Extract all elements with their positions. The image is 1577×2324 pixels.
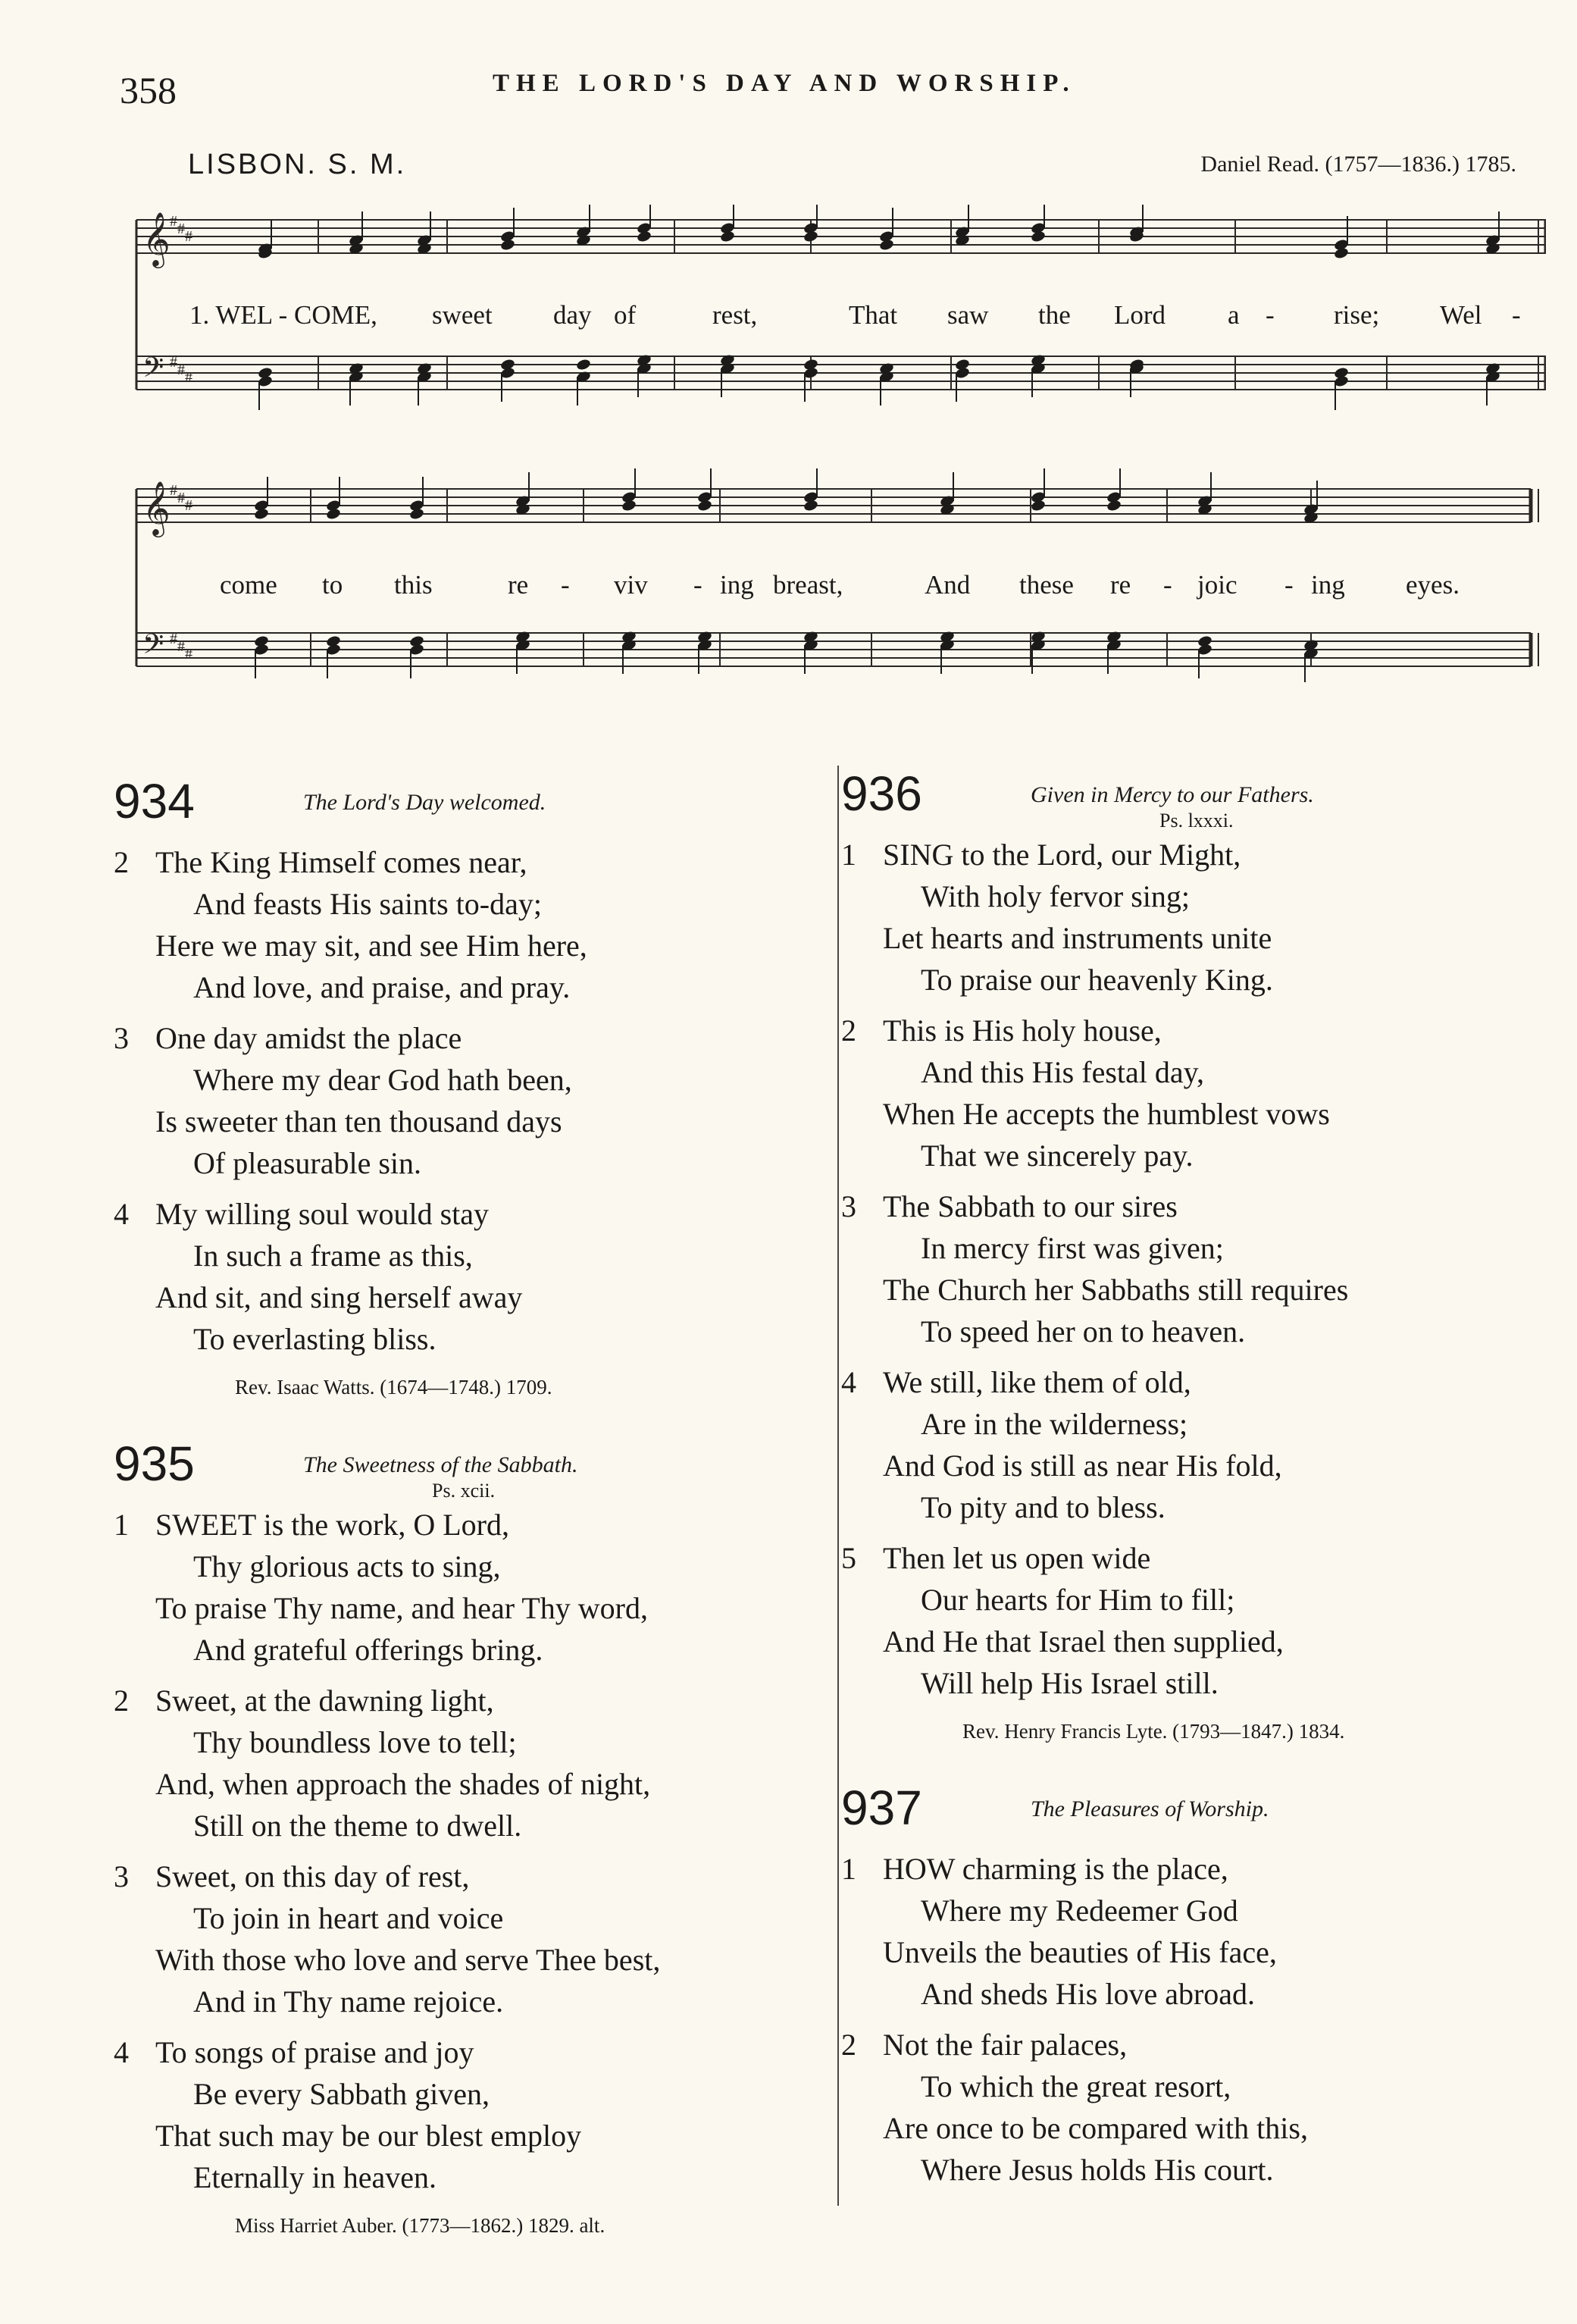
running-head: THE LORD'S DAY AND WORSHIP. <box>493 70 1076 97</box>
stanza <box>841 1537 1546 1704</box>
stanza <box>114 1680 834 1846</box>
verse-line <box>841 1010 1546 1051</box>
column-divider <box>837 766 839 2206</box>
note-head <box>1106 499 1122 512</box>
right-column <box>841 766 1546 2221</box>
verse-line <box>114 1721 834 1763</box>
verse-text: Then let us open wide <box>883 1541 1151 1575</box>
verse-text: And He that Israel then supplied, <box>883 1624 1284 1658</box>
sharp-sign: # <box>177 490 185 506</box>
verse-text: SING to the Lord, our Might, <box>883 838 1241 872</box>
stanza <box>841 1361 1546 1528</box>
verse-text: Where my dear God hath been, <box>193 1063 572 1097</box>
lyric-syllable: And <box>925 570 971 600</box>
hymn-header <box>114 773 834 841</box>
lyric-syllable: Lord <box>1114 300 1166 330</box>
lyric-syllable: - <box>1163 570 1172 600</box>
verse-text: To which the great resort, <box>921 2069 1231 2103</box>
verse-text: To praise our heavenly King. <box>921 963 1273 997</box>
verse-line <box>114 1680 834 1721</box>
verse-text: Sweet, on this day of rest, <box>155 1859 470 1893</box>
hymn-title: The Lord's Day welcomed. <box>303 790 546 815</box>
sharp-sign: # <box>185 369 192 386</box>
lyric-syllable: rest, <box>712 300 758 330</box>
verse-line <box>841 1848 1546 1890</box>
left-column <box>114 773 834 2274</box>
hymn-title: Given in Mercy to our Fathers. <box>1031 782 1314 807</box>
verse-line <box>114 1629 834 1671</box>
hymn-number: 935 <box>114 1436 195 1491</box>
verse-text: Eternally in heaven. <box>193 2160 436 2194</box>
verse-line <box>841 2149 1546 2191</box>
verse-line <box>841 1361 1546 1403</box>
verse-text: And feasts His saints to-day; <box>193 887 542 921</box>
verse-line <box>841 1269 1546 1311</box>
verse-text: HOW charming is the place, <box>883 1852 1228 1886</box>
verse-line <box>841 1621 1546 1662</box>
stanza <box>841 1848 1546 2015</box>
verse-line <box>114 1856 834 1897</box>
verse-text: SWEET is the work, O Lord, <box>155 1508 509 1542</box>
stanza-number: 2 <box>114 845 129 879</box>
lyric-syllable: to <box>322 570 343 600</box>
verse-text: And grateful offerings bring. <box>193 1633 543 1667</box>
bass-clef: 𝄢 <box>142 352 164 390</box>
verse-text: We still, like them of old, <box>883 1365 1191 1399</box>
verse-text: Not the fair palaces, <box>883 2028 1128 2062</box>
verse-text: To join in heart and voice <box>193 1901 504 1935</box>
verse-line <box>841 1093 1546 1135</box>
verse-text: Let hearts and instruments unite <box>883 921 1272 955</box>
verse-line <box>114 1142 834 1184</box>
verse-text: And this His festal day, <box>921 1055 1205 1089</box>
hymn-title: The Pleasures of Worship. <box>1031 1796 1269 1821</box>
verse-text: To speed her on to heaven. <box>921 1314 1246 1348</box>
verse-text: And, when approach the shades of night, <box>155 1767 651 1801</box>
verse-line <box>114 2073 834 2115</box>
note-head <box>1030 230 1046 243</box>
note-head <box>499 238 515 251</box>
stanza-number: 1 <box>841 838 856 872</box>
verse-line <box>114 1017 834 1059</box>
note-head <box>636 230 652 243</box>
verse-line <box>841 2066 1546 2107</box>
verse-line <box>114 1546 834 1587</box>
verse-line <box>114 2156 834 2198</box>
verse-text: Thy boundless love to tell; <box>193 1725 517 1759</box>
note-head <box>878 238 894 251</box>
verse-text: Be every Sabbath given, <box>193 2077 490 2111</box>
verse-text: To pity and to bless. <box>921 1490 1166 1524</box>
lyric-syllable: viv <box>614 570 648 600</box>
verse-line <box>114 1897 834 1939</box>
hymn-attribution: Rev. Henry Francis Lyte. (1793—1847.) 1834. <box>962 1720 1345 1743</box>
lyric-syllable: ing <box>720 570 754 600</box>
stanza <box>841 1010 1546 1176</box>
verse-line <box>841 917 1546 959</box>
lyric-syllable: - <box>693 570 702 600</box>
verse-line <box>841 1486 1546 1528</box>
note-head <box>803 499 818 512</box>
tune-composer: Daniel Read. (1757—1836.) 1785. <box>1200 152 1516 177</box>
verse-line <box>841 1973 1546 2015</box>
hymn-937 <box>841 1780 1546 2191</box>
verse-text: To songs of praise and joy <box>155 2035 474 2069</box>
verse-line <box>114 1318 834 1360</box>
hymn-header <box>114 1436 834 1504</box>
stanza <box>114 841 834 1008</box>
verse-line <box>114 1101 834 1142</box>
lyric-syllable: Wel <box>1440 300 1482 330</box>
verse-text: And God is still as near His fold, <box>883 1449 1282 1483</box>
sharp-sign: # <box>170 354 177 371</box>
lyric-syllable: re <box>1110 570 1131 600</box>
lyric-syllable: That <box>849 300 898 330</box>
hymn-number: 934 <box>114 774 195 828</box>
hymn-number: 936 <box>841 766 922 821</box>
note-head <box>253 507 269 520</box>
verse-text: In mercy first was given; <box>921 1231 1224 1265</box>
sharp-sign: # <box>185 646 192 662</box>
hymn-936 <box>841 766 1546 1749</box>
verse-text: Of pleasurable sin. <box>193 1146 422 1180</box>
sharp-sign: # <box>185 228 192 245</box>
verse-text: And love, and praise, and pray. <box>193 970 571 1004</box>
verse-text: And sit, and sing herself away <box>155 1280 523 1314</box>
verse-text: With those who love and serve Thee best, <box>155 1943 661 1977</box>
stanza <box>841 834 1546 1001</box>
verse-text: One day amidst the place <box>155 1021 462 1055</box>
verse-line <box>114 1193 834 1235</box>
verse-line <box>841 1185 1546 1227</box>
stanza-number: 4 <box>114 2035 129 2069</box>
verse-line <box>841 1579 1546 1621</box>
lyric-syllable: - <box>1512 300 1521 330</box>
verse-line <box>841 1537 1546 1579</box>
lyric-syllable: this <box>394 570 433 600</box>
stanza-number: 2 <box>841 2028 856 2062</box>
verse-text: That such may be our blest employ <box>155 2119 582 2153</box>
verse-line <box>841 1051 1546 1093</box>
verse-line <box>114 1059 834 1101</box>
verse-text: Unveils the beauties of His face, <box>883 1935 1277 1969</box>
verse-text: Is sweeter than ten thousand days <box>155 1104 562 1139</box>
stanza <box>114 2031 834 2198</box>
lyric-syllable: these <box>1019 570 1074 600</box>
stanza-number: 1 <box>841 1852 856 1886</box>
stanza-number: 3 <box>841 1189 856 1223</box>
bass-clef: 𝄢 <box>142 628 164 667</box>
stanza <box>841 2024 1546 2191</box>
verse-line <box>114 883 834 925</box>
verse-line <box>841 2107 1546 2149</box>
verse-line <box>114 2031 834 2073</box>
verse-text: Will help His Israel still. <box>921 1666 1219 1700</box>
verse-line <box>841 1227 1546 1269</box>
note-head <box>325 507 341 520</box>
sharp-sign: # <box>177 221 185 237</box>
note-head <box>696 499 712 512</box>
lyric-syllable: come <box>220 570 277 600</box>
verse-line <box>841 1890 1546 1931</box>
sharp-sign: # <box>170 482 177 499</box>
verse-text: This is His holy house, <box>883 1013 1162 1048</box>
verse-line <box>841 1403 1546 1445</box>
verse-line <box>114 2115 834 2156</box>
stanza <box>841 1185 1546 1352</box>
sharp-sign: # <box>177 638 185 655</box>
note-head <box>803 230 818 243</box>
stanza <box>114 1504 834 1671</box>
hymn-935 <box>114 1436 834 2244</box>
lyric-syllable: sweet <box>432 300 493 330</box>
verse-line <box>841 1311 1546 1352</box>
verse-line <box>841 875 1546 917</box>
stanza-number: 2 <box>841 1013 856 1048</box>
verse-line <box>114 1981 834 2022</box>
lyric-syllable: 1. WEL - COME, <box>189 300 377 330</box>
verse-line <box>114 1504 834 1546</box>
verse-line <box>841 1662 1546 1704</box>
lyric-syllable: - <box>561 570 570 600</box>
note-head <box>719 230 735 243</box>
lyric-syllable: day <box>553 300 592 330</box>
verse-text: To everlasting bliss. <box>193 1322 436 1356</box>
lyric-syllable: saw <box>947 300 989 330</box>
hymn-header <box>841 1780 1546 1848</box>
note-head <box>621 499 637 512</box>
verse-text: Are in the wilderness; <box>921 1407 1188 1441</box>
verse-text: The Sabbath to our sires <box>883 1189 1178 1223</box>
verse-line <box>841 1445 1546 1486</box>
hymn-attribution: Miss Harriet Auber. (1773—1862.) 1829. alt. <box>235 2214 605 2237</box>
verse-text: And in Thy name rejoice. <box>193 1984 504 2019</box>
verse-text: My willing soul would stay <box>155 1197 490 1231</box>
verse-text: To praise Thy name, and hear Thy word, <box>155 1591 648 1625</box>
lyric-syllable: of <box>614 300 637 330</box>
verse-text: Where my Redeemer God <box>921 1893 1238 1928</box>
stanza-number: 4 <box>114 1197 129 1231</box>
verse-line <box>114 1805 834 1846</box>
lyric-syllable: eyes. <box>1406 570 1460 600</box>
lyric-syllable: a <box>1228 300 1240 330</box>
verse-line <box>114 1939 834 1981</box>
page-number: 358 <box>120 69 177 111</box>
stanza-number: 5 <box>841 1541 856 1575</box>
sharp-sign: # <box>170 631 177 647</box>
verse-line <box>114 1587 834 1629</box>
verse-text: The King Himself comes near, <box>155 845 527 879</box>
verse-text: Sweet, at the dawning light, <box>155 1683 494 1718</box>
verse-line <box>114 1763 834 1805</box>
hymn-title: The Sweetness of the Sabbath. <box>303 1452 578 1477</box>
verse-text: That we sincerely pay. <box>921 1139 1194 1173</box>
hymn-number: 937 <box>841 1781 922 1835</box>
lyric-syllable: - <box>1266 300 1275 330</box>
lyric-syllable: - <box>1284 570 1294 600</box>
verse-line <box>841 1931 1546 1973</box>
verse-text: And sheds His love abroad. <box>921 1977 1256 2011</box>
verse-line <box>114 966 834 1008</box>
stanza <box>114 1017 834 1184</box>
stanza <box>114 1193 834 1360</box>
stanza-number: 1 <box>114 1508 129 1542</box>
verse-text: Where Jesus holds His court. <box>921 2153 1274 2187</box>
lyric-syllable: breast, <box>773 570 843 600</box>
verse-text: Still on the theme to dwell. <box>193 1809 522 1843</box>
hymn-934 <box>114 773 834 1405</box>
verse-line <box>841 834 1546 875</box>
stanza-number: 2 <box>114 1683 129 1718</box>
verse-text: Here we may sit, and see Him here, <box>155 929 587 963</box>
verse-line <box>114 925 834 966</box>
lyric-syllable: rise; <box>1334 300 1380 330</box>
psalm-reference: Ps. lxxxi. <box>1159 810 1234 832</box>
verse-text: In such a frame as this, <box>193 1239 473 1273</box>
note-head <box>408 507 424 520</box>
verse-text: Are once to be compared with this, <box>883 2111 1308 2145</box>
sharp-sign: # <box>170 213 177 230</box>
note-head <box>575 358 591 371</box>
tune-name: LISBON. S. M. <box>188 149 407 180</box>
sharp-sign: # <box>177 362 185 378</box>
verse-text: The Church her Sabbaths still requires <box>883 1273 1349 1307</box>
verse-line <box>114 1235 834 1276</box>
stanza-number: 3 <box>114 1021 129 1055</box>
stanza-number: 4 <box>841 1365 856 1399</box>
note-head <box>1030 499 1046 512</box>
lyric-syllable: the <box>1038 300 1071 330</box>
stanza <box>114 1856 834 2022</box>
lyric-syllable: ing <box>1311 570 1345 600</box>
verse-line <box>114 841 834 883</box>
treble-clef: 𝄞 <box>142 480 171 535</box>
note-head <box>1333 246 1349 259</box>
verse-line <box>841 959 1546 1001</box>
hymn-header <box>841 766 1546 834</box>
lyric-syllable: re <box>508 570 529 600</box>
verse-text: Our hearts for Him to fill; <box>921 1583 1235 1617</box>
verse-text: When He accepts the humblest vows <box>883 1097 1330 1131</box>
sharp-sign: # <box>185 497 192 514</box>
verse-line <box>114 1276 834 1318</box>
verse-text: With holy fervor sing; <box>921 879 1190 913</box>
verse-line <box>841 1135 1546 1176</box>
lyric-syllable: joic <box>1197 570 1238 600</box>
treble-clef: 𝄞 <box>142 211 171 266</box>
psalm-reference: Ps. xcii. <box>432 1480 496 1502</box>
hymn-attribution: Rev. Isaac Watts. (1674—1748.) 1709. <box>235 1376 552 1398</box>
verse-line <box>841 2024 1546 2066</box>
stanza-number: 3 <box>114 1859 129 1893</box>
verse-text: Thy glorious acts to sing, <box>193 1549 501 1583</box>
